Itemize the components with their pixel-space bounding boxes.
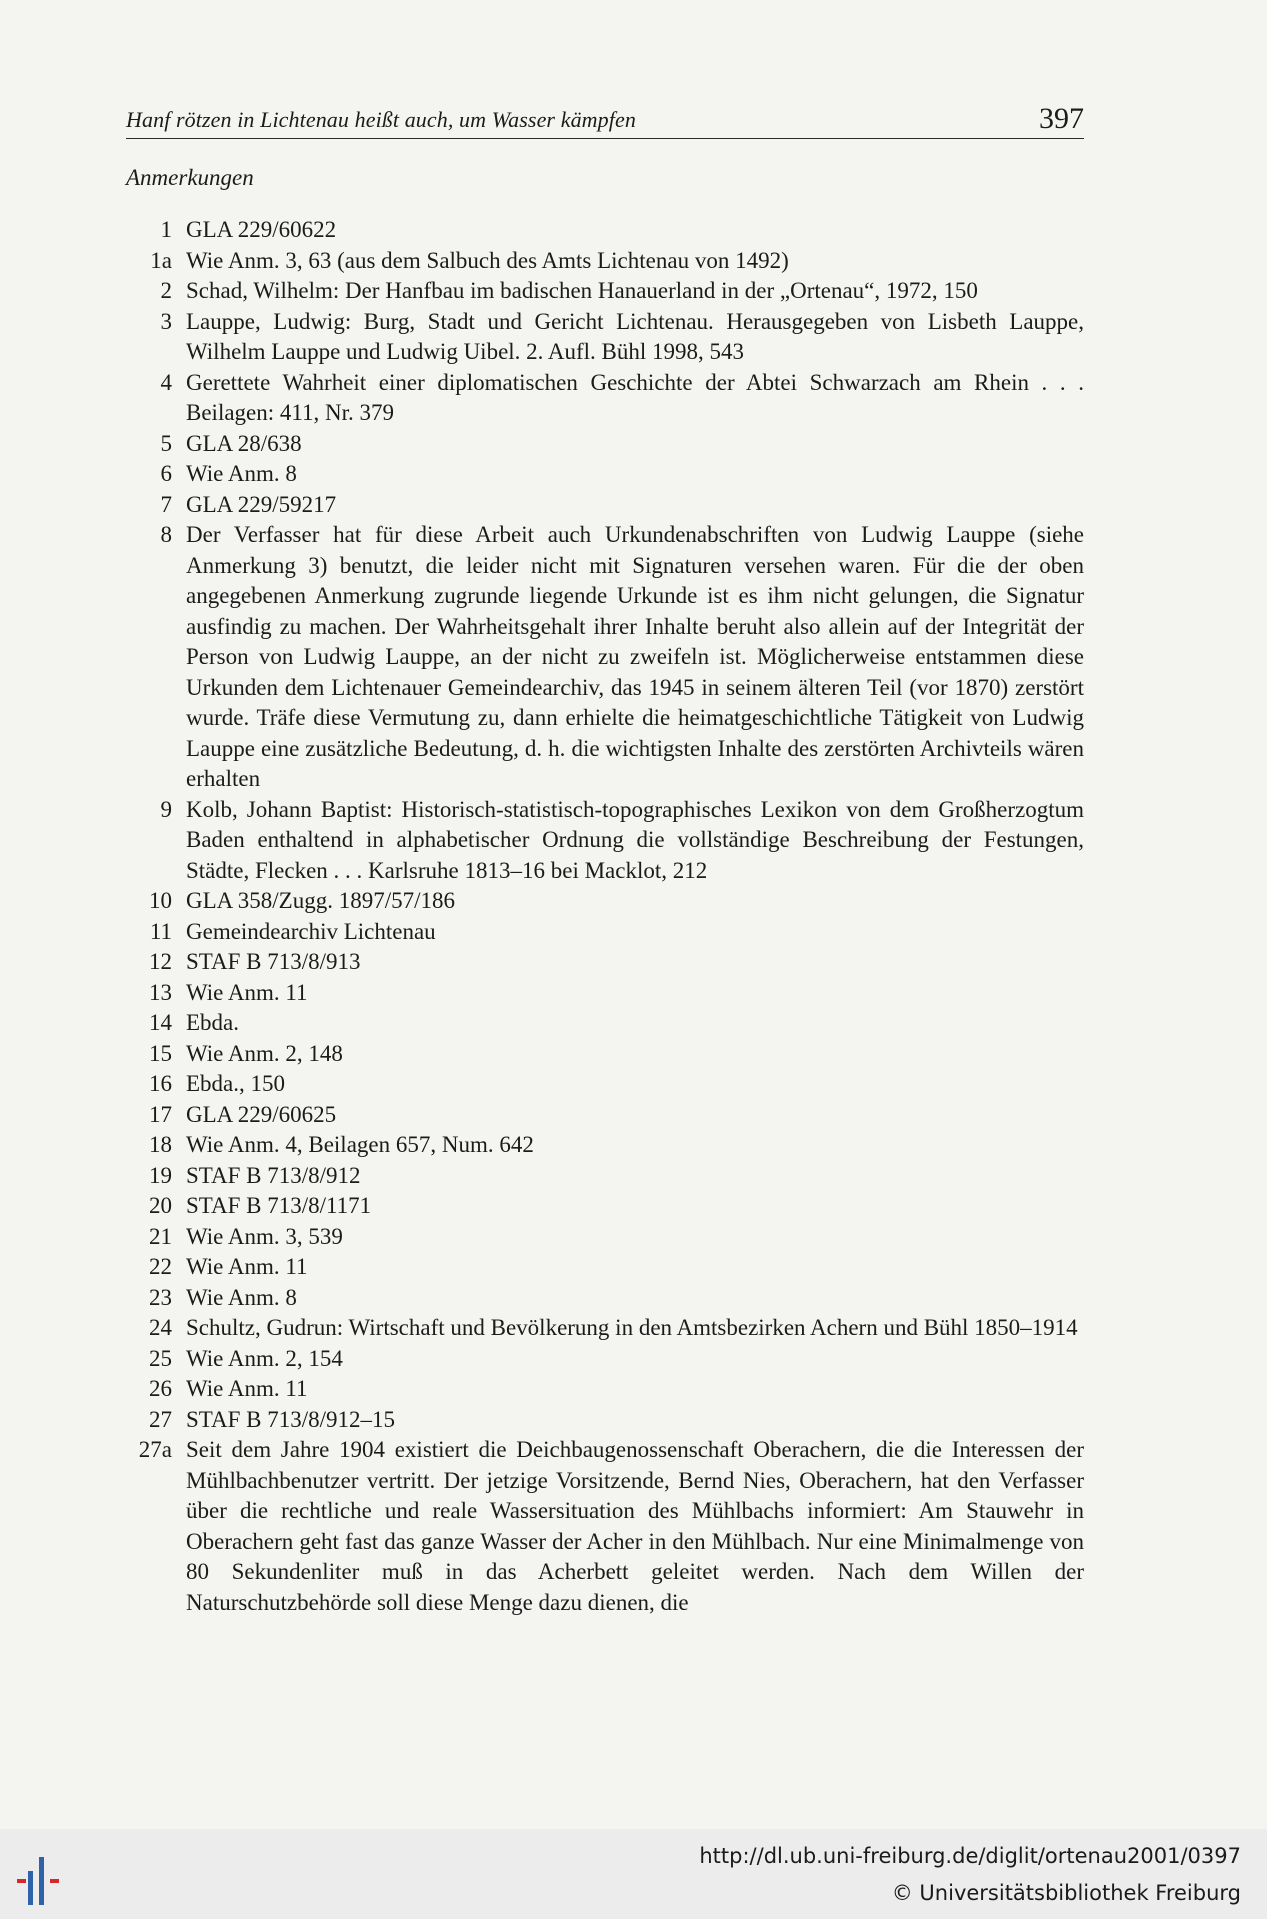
note-text: STAF B 713/8/1171	[186, 1193, 372, 1218]
note-number: 11	[149, 918, 172, 944]
note-text: GLA 229/60625	[186, 1101, 337, 1127]
note-text: Der Verfasser hat für diese Arbeit auch Urkundenabschriften von Ludwig Lauppe (siehe Anmerkung 3) benutzt, die leider nicht mit Signaturen versehen waren. Für die der oben angegebenen Anmerkung zugrunde liegende Urkunde ist es ihm nicht gelungen, die Signatur ausfindig zu machen. Der Wahrheitsgehalt ihrer Inhalte beruht also allein auf der Integrität der Person von Ludwig Lauppe, an der nicht zu zweifeln ist. Möglicherweise entstammen diese Urkunden dem Lichtenauer Gemeindearchiv, das 1945 in seinem älteren Teil (vor 1870) zerstört wurde. Träfe diese Vermutung zu, dann erhielte die heimatgeschichtliche Tätigkeit von Ludwig Lauppe eine zusätzliche Bedeutung, d. h. die wichtigsten Inhalte des zerstörten Archivteils wären erhalten	[186, 522, 1084, 791]
note-item	[124, 1222, 1084, 1253]
note-text: Ebda., 150	[186, 1071, 286, 1096]
note-text: GLA 229/59217	[186, 491, 337, 517]
note-text: STAF B 713/8/912–15	[186, 1406, 396, 1432]
note-number: 21	[149, 1223, 172, 1249]
note-item	[124, 1039, 1084, 1070]
note-text: Wie Anm. 8	[186, 1284, 297, 1310]
page-number: 397	[1039, 102, 1084, 135]
note-number: 23	[149, 1284, 172, 1310]
note-item	[124, 307, 1084, 368]
note-number: 20	[149, 1193, 172, 1218]
note-number: 25	[149, 1345, 172, 1371]
note-text: GLA 28/638	[186, 430, 302, 456]
note-text: Wie Anm. 2, 154	[186, 1345, 343, 1371]
note-item	[124, 1069, 1084, 1100]
note-item	[124, 429, 1084, 460]
note-item	[124, 886, 1084, 917]
note-item	[124, 1344, 1084, 1375]
note-number: 7	[160, 491, 172, 517]
note-text: Wie Anm. 3, 539	[186, 1223, 343, 1249]
copyright-text: © Universitätsbibliothek Freiburg	[891, 1881, 1241, 1905]
note-text: Wie Anm. 8	[186, 461, 297, 486]
note-text: STAF B 713/8/913	[186, 949, 361, 974]
note-number: 9	[160, 796, 172, 822]
note-text: Wie Anm. 3, 63 (aus dem Salbuch des Amts Lichtenau von 1492)	[186, 247, 789, 273]
note-number: 27	[149, 1406, 172, 1432]
note-number: 17	[149, 1101, 172, 1127]
note-number: 1a	[150, 247, 172, 273]
ub-freiburg-logo-icon	[16, 1853, 80, 1907]
note-item	[124, 1008, 1084, 1039]
note-item	[124, 1435, 1084, 1618]
note-item	[124, 1374, 1084, 1405]
note-text: Seit dem Jahre 1904 existiert die Deichbaugenossenschaft Oberachern, die die Interessen der Mühlbachbenutzer vertritt. Der jetzige Vorsitzende, Bernd Nies, Oberachern, hat den Verfasser über die rechtliche und reale Wassersituation des Mühlbachs informiert: Am Stauwehr in Oberachern geht fast das ganze Wasser der Acher in den Mühlbach. Nur eine Minimalmenge von 80 Sekundenliter muß in das Acherbett geleitet werden. Nach dem Willen der Naturschutzbehörde soll diese Menge dazu dienen, die	[186, 1437, 1084, 1615]
note-text: Lauppe, Ludwig: Burg, Stadt und Gericht Lichtenau. Herausgegeben von Lisbeth Lauppe, Wilhelm Lauppe und Ludwig Uibel. 2. Aufl. Bühl 1998, 543	[186, 308, 1084, 364]
note-number: 15	[149, 1040, 172, 1066]
note-item	[124, 459, 1084, 490]
note-item	[124, 1100, 1084, 1131]
note-number: 19	[149, 1162, 172, 1188]
note-text: Wie Anm. 2, 148	[186, 1040, 343, 1066]
note-number: 13	[149, 979, 172, 1005]
notes-list	[124, 215, 1084, 1618]
note-item	[124, 490, 1084, 521]
note-number: 1	[160, 217, 172, 242]
permalink-url[interactable]: http://dl.ub.uni-freiburg.de/diglit/ortenau2001/0397	[699, 1844, 1241, 1868]
note-text: GLA 229/60622	[186, 217, 337, 242]
note-text: Wie Anm. 4, Beilagen 657, Num. 642	[186, 1132, 534, 1157]
note-item	[124, 947, 1084, 978]
note-text: Schad, Wilhelm: Der Hanfbau im badischen Hanauerland in der „Ortenau“, 1972, 150	[186, 278, 978, 303]
note-item	[124, 978, 1084, 1009]
running-header	[126, 98, 1084, 139]
note-number: 5	[160, 430, 172, 456]
note-item	[124, 276, 1084, 307]
note-text: GLA 358/Zugg. 1897/57/186	[186, 888, 455, 913]
note-number: 12	[149, 949, 172, 974]
note-number: 6	[160, 461, 172, 486]
footer-bar	[0, 1829, 1267, 1919]
note-number: 16	[149, 1071, 172, 1096]
note-item	[124, 368, 1084, 429]
note-number: 24	[149, 1315, 172, 1340]
note-item	[124, 1313, 1084, 1344]
running-title: Hanf rötzen in Lichtenau heißt auch, um Wasser kämpfen	[126, 107, 636, 132]
note-item	[124, 215, 1084, 246]
note-text: STAF B 713/8/912	[186, 1162, 361, 1188]
note-item	[124, 1405, 1084, 1436]
note-item	[124, 1252, 1084, 1283]
note-number: 4	[160, 369, 172, 395]
note-number: 26	[149, 1376, 172, 1401]
note-number: 8	[160, 522, 172, 547]
note-text: Wie Anm. 11	[186, 979, 308, 1005]
note-text: Wie Anm. 11	[186, 1254, 308, 1279]
note-number: 18	[149, 1132, 172, 1157]
note-number: 22	[149, 1254, 172, 1279]
note-number: 2	[160, 278, 172, 303]
note-item	[124, 1191, 1084, 1222]
note-text: Gemeindearchiv Lichtenau	[186, 918, 436, 944]
note-text: Wie Anm. 11	[186, 1376, 308, 1401]
note-number: 3	[160, 308, 172, 334]
note-text: Ebda.	[186, 1010, 240, 1035]
note-item	[124, 917, 1084, 948]
note-item	[124, 1283, 1084, 1314]
section-heading: Anmerkungen	[126, 165, 254, 190]
note-item	[124, 520, 1084, 795]
note-item	[124, 1130, 1084, 1161]
note-number: 27a	[138, 1437, 172, 1462]
note-item	[124, 795, 1084, 887]
note-item	[124, 1161, 1084, 1192]
note-text: Schultz, Gudrun: Wirtschaft und Bevölkerung in den Amtsbezirken Achern und Bühl 1850–1914	[186, 1315, 1078, 1340]
note-text: Gerettete Wahrheit einer diplomatischen Geschichte der Abtei Schwarzach am Rhein . . . Beilagen: 411, Nr. 379	[186, 369, 1084, 425]
note-number: 10	[149, 888, 172, 913]
note-text: Kolb, Johann Baptist: Historisch-statistisch-topographisches Lexikon von dem Großherzogtum Baden enthaltend in alphabetischer Ordnung die vollständige Beschreibung der Festungen, Städte, Flecken . . . Karlsruhe 1813–16 bei Macklot, 212	[186, 796, 1084, 883]
note-number: 14	[149, 1010, 172, 1035]
note-item	[124, 246, 1084, 277]
